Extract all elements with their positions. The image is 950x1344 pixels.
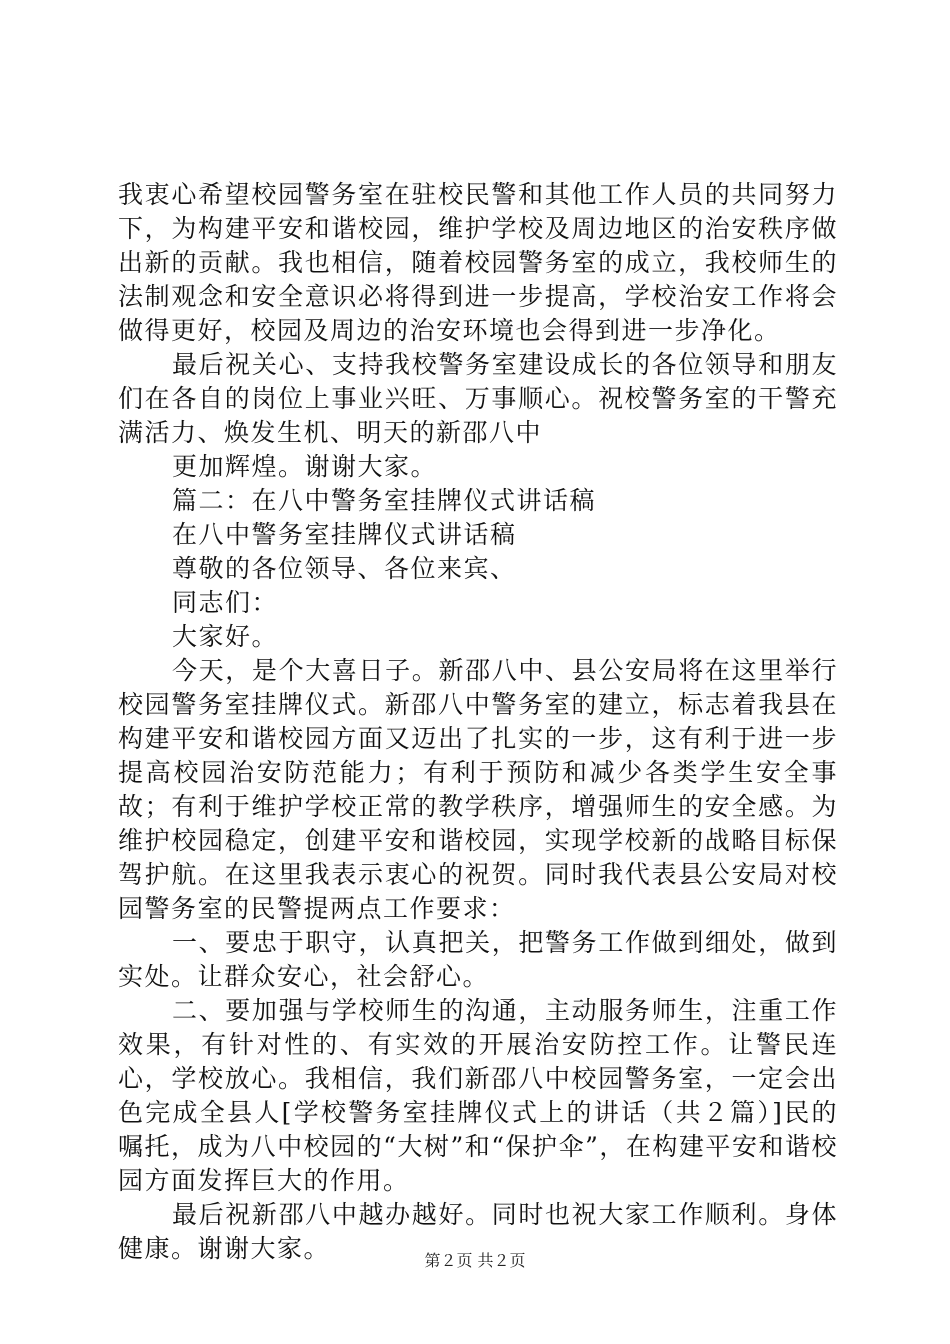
paragraph: 一、要忠于职守，认真把关，把警务工作做到细处，做到实处。让群众安心，社会舒心。: [118, 928, 838, 991]
document-body: [118, 178, 838, 1266]
page-footer: 第２页 共２页: [424, 1251, 526, 1270]
paragraph: 最后祝新邵八中越办越好。同时也祝大家工作顺利。身体健康。谢谢大家。: [118, 1200, 838, 1263]
paragraph: 今天，是个大喜日子。新邵八中、县公安局将在这里举行校园警务室挂牌仪式。新邵八中警务室的建立，标志着我县在构建平安和谐校园方面又迈出了扎实的一步，这有利于进一步提高校园治安防范能力；有利于预防和减少各类学生安全事故；有利于维护学校正常的教学秩序，增强师生的安全感。为维护校园稳定，创建平安和谐校园，实现学校新的战略目标保驾护航。在这里我表示衷心的祝贺。同时我代表县公安局对校园警务室的民警提两点工作要求：: [118, 656, 838, 923]
salutation: 同志们：: [172, 588, 279, 617]
paragraph: 我衷心希望校园警务室在驻校民警和其他工作人员的共同努力下，为构建平安和谐校园，维护学校及周边地区的治安秩序做出新的贡献。我也相信，随着校园警务室的成立，我校师生的法制观念和安全意识必将得到进一步提高，学校治安工作将会做得更好，校园及周边的治安环境也会得到进一步净化。: [118, 180, 838, 345]
speech-title: 在八中警务室挂牌仪式讲话稿: [172, 520, 517, 549]
section-heading: 篇二：在八中警务室挂牌仪式讲话稿: [172, 486, 597, 515]
paragraph: 更加辉煌。谢谢大家。: [172, 452, 438, 481]
paragraph: 最后祝关心、支持我校警务室建设成长的各位领导和朋友们在各自的岗位上事业兴旺、万事顺心。祝校警务室的干警充满活力、焕发生机、明天的新邵八中: [118, 350, 838, 447]
salutation: 尊敬的各位领导、各位来宾、: [172, 554, 517, 583]
paragraph: 二、要加强与学校师生的沟通，主动服务师生，注重工作效果，有针对性的、有实效的开展治安防控工作。让警民连心，学校放心。我相信，我们新邵八中校园警务室，一定会出色完成全县人[学校警务室挂牌仪式上的讲话（共２篇）]民的嘱托，成为八中校园的“大树”和“保护伞”，在构建平安和谐校园方面发挥巨大的作用。: [118, 996, 838, 1195]
greeting: 大家好。: [172, 622, 279, 651]
